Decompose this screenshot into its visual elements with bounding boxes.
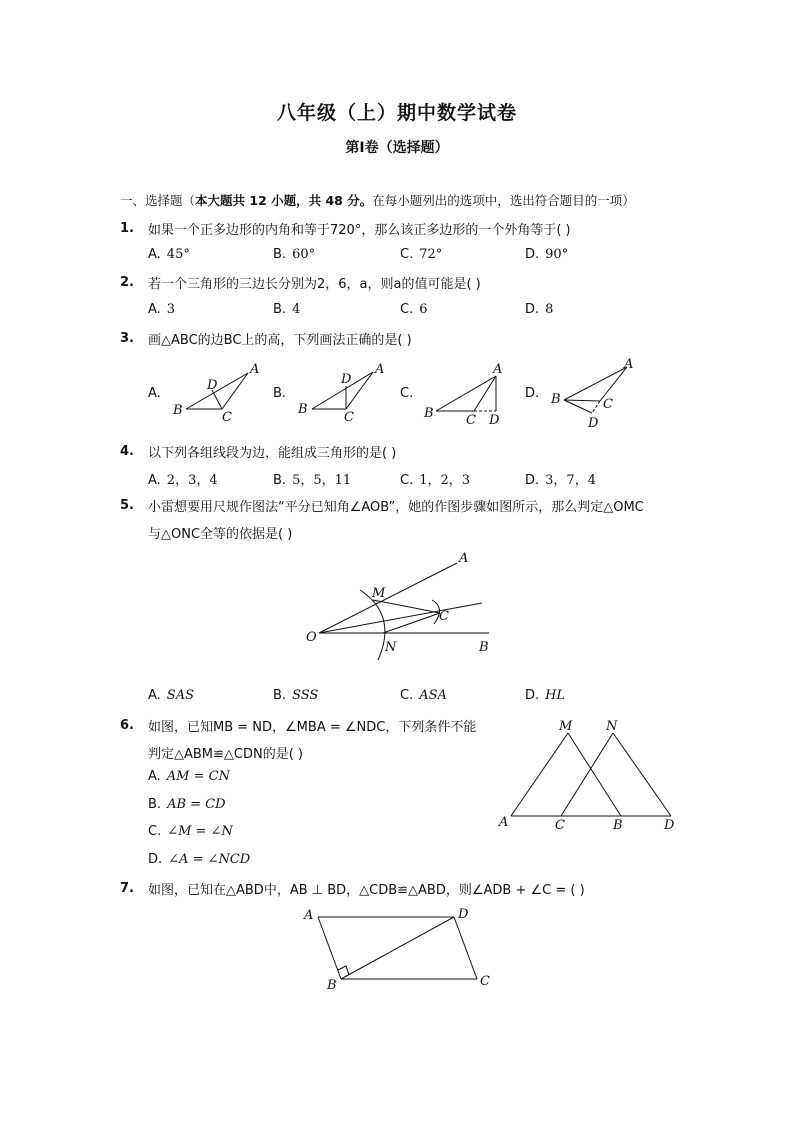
option-letter: D.	[525, 247, 540, 262]
q6-figure	[511, 733, 671, 816]
q3d-label-c: C	[603, 397, 613, 412]
option-value: 2，3，4	[166, 473, 218, 488]
option-letter: A.	[148, 688, 161, 703]
option[interactable]	[148, 852, 250, 867]
q3b-label-a: A	[375, 362, 385, 377]
option-letter: D.	[525, 688, 540, 703]
option-letter: C.	[400, 247, 414, 262]
q5-label-b: B	[479, 640, 489, 655]
option-value: 1，2，3	[419, 473, 471, 488]
q6-label-a: A	[499, 815, 509, 830]
option[interactable]	[148, 824, 233, 839]
q3c-label-a: A	[493, 362, 503, 377]
option-value: 8	[545, 302, 554, 317]
option[interactable]	[273, 469, 351, 488]
question-number: 3.	[120, 331, 134, 346]
q5-label-a: A	[459, 551, 469, 566]
option-value: HL	[545, 688, 566, 703]
section-prefix: 一、选择题（	[120, 193, 196, 208]
question-text: 如图，已知在△ABD中，AB ⊥ BD，△CDB≌△ABD，则∠ADB + ∠C = ( )	[148, 883, 585, 898]
option-letter: C.	[400, 688, 414, 703]
option-letter: B.	[273, 302, 287, 317]
q6-label-m: M	[559, 719, 573, 734]
question-number: 6.	[120, 718, 134, 733]
option-letter: A.	[148, 247, 161, 262]
option[interactable]	[148, 688, 194, 703]
q5-figure	[319, 563, 489, 660]
option-letter: B.	[273, 688, 287, 703]
q3b-label-b: B	[298, 402, 308, 417]
option-value: 90°	[545, 247, 569, 262]
question-number: 1.	[120, 221, 134, 236]
option-letter: D.	[525, 473, 540, 488]
option-letter: D.	[148, 852, 163, 867]
question-number: 4.	[120, 444, 134, 459]
option[interactable]	[273, 688, 318, 703]
question-text: 小雷想要用尺规作图法“平分已知角∠AOB”，她的作图步骤如图所示，那么判定△OMC	[148, 500, 644, 515]
option-value: 45°	[166, 247, 190, 262]
option-value: 6	[419, 302, 428, 317]
option-letter: B.	[273, 473, 287, 488]
question-number: 7.	[120, 881, 134, 896]
option-value: ∠A = ∠NCD	[168, 852, 251, 867]
option-value: AM = CN	[166, 769, 230, 784]
q3a-label-c: C	[222, 410, 232, 425]
option[interactable]	[148, 797, 226, 812]
option-value: SSS	[292, 688, 319, 703]
option-letter: B.	[273, 386, 287, 401]
q3d-label-b: B	[551, 392, 561, 407]
question-text-line2: 判定△ABM≌△CDN的是( )	[148, 747, 304, 762]
question-text: 如图，已知MB = ND，∠MBA = ∠NDC，下列条件不能	[148, 720, 477, 735]
question-text: 如果一个正多边形的内角和等于720°，那么该正多边形的一个外角等于( )	[148, 223, 571, 238]
q7-label-b: B	[327, 978, 337, 993]
option-value: SAS	[166, 688, 194, 703]
question-number: 2.	[120, 275, 134, 290]
option-letter: A.	[148, 769, 161, 784]
option-letter: D.	[525, 386, 540, 401]
option[interactable]	[400, 688, 447, 703]
option[interactable]	[400, 469, 470, 488]
q6-label-n: N	[606, 719, 618, 734]
section-suffix: 在每小题列出的选项中，选出符合题目的一项）	[372, 193, 635, 208]
question-text: 以下列各组线段为边，能组成三角形的是( )	[148, 446, 397, 461]
question-text: 画△ABC的边BC上的高，下列画法正确的是( )	[148, 333, 412, 348]
option-value: 5，5，11	[292, 473, 352, 488]
option-letter: D.	[525, 302, 540, 317]
option-value: ASA	[419, 688, 447, 703]
option-value: 60°	[292, 247, 316, 262]
q3a-label-b: B	[173, 403, 183, 418]
option[interactable]	[525, 469, 596, 488]
q3-figure-c	[436, 376, 496, 411]
q7-figure	[318, 917, 477, 979]
option-letter: A.	[148, 386, 161, 401]
q3d-label-d: D	[588, 416, 599, 431]
q6-label-d: D	[664, 818, 675, 833]
option-letter: B.	[148, 797, 162, 812]
q6-label-b: B	[613, 818, 623, 833]
question-number: 5.	[120, 498, 134, 513]
q3b-label-c: C	[344, 410, 354, 425]
option-letter: A.	[148, 302, 161, 317]
option-value: 72°	[419, 247, 443, 262]
q5-label-c: C	[439, 609, 449, 624]
option[interactable]	[148, 769, 230, 784]
option-letter: C.	[400, 386, 414, 401]
q7-label-a: A	[304, 908, 314, 923]
q6-label-c: C	[555, 818, 565, 833]
q5-label-m: M	[372, 586, 386, 601]
q3a-label-d: D	[207, 378, 218, 393]
section-bold: 本大题共 12 小题，共 48 分。	[195, 193, 373, 208]
q3b-label-d: D	[341, 372, 352, 387]
option-value: ∠M = ∠N	[167, 824, 233, 839]
option[interactable]	[525, 688, 565, 703]
q5-label-o: O	[306, 630, 317, 645]
q7-label-d: D	[458, 907, 469, 922]
option-letter: C.	[400, 302, 414, 317]
q3c-label-d: D	[489, 413, 500, 428]
q3c-label-c: C	[466, 413, 476, 428]
option-letter: C.	[148, 824, 162, 839]
q3-figure-d	[564, 367, 627, 413]
option-letter: A.	[148, 473, 161, 488]
q3d-label-a: A	[624, 357, 634, 372]
question-text: 若一个三角形的三边长分别为2，6，a，则a的值可能是( )	[148, 277, 481, 292]
page-subtitle: 第Ⅰ卷（选择题）	[345, 140, 449, 156]
q3c-label-b: B	[424, 406, 434, 421]
option-value: 4	[292, 302, 301, 317]
option-letter: C.	[400, 473, 414, 488]
q7-label-c: C	[480, 974, 490, 989]
option-value: 3	[166, 302, 176, 317]
q3a-label-a: A	[250, 362, 260, 377]
page-title: 八年级（上）期中数学试卷	[276, 102, 517, 124]
q5-label-n: N	[385, 640, 397, 655]
option-value: AB = CD	[167, 797, 226, 812]
question-text-line2: 与△ONC全等的依据是( )	[148, 527, 293, 542]
option-value: 3，7，4	[545, 473, 596, 488]
option-letter: B.	[273, 247, 287, 262]
option[interactable]	[148, 469, 218, 488]
